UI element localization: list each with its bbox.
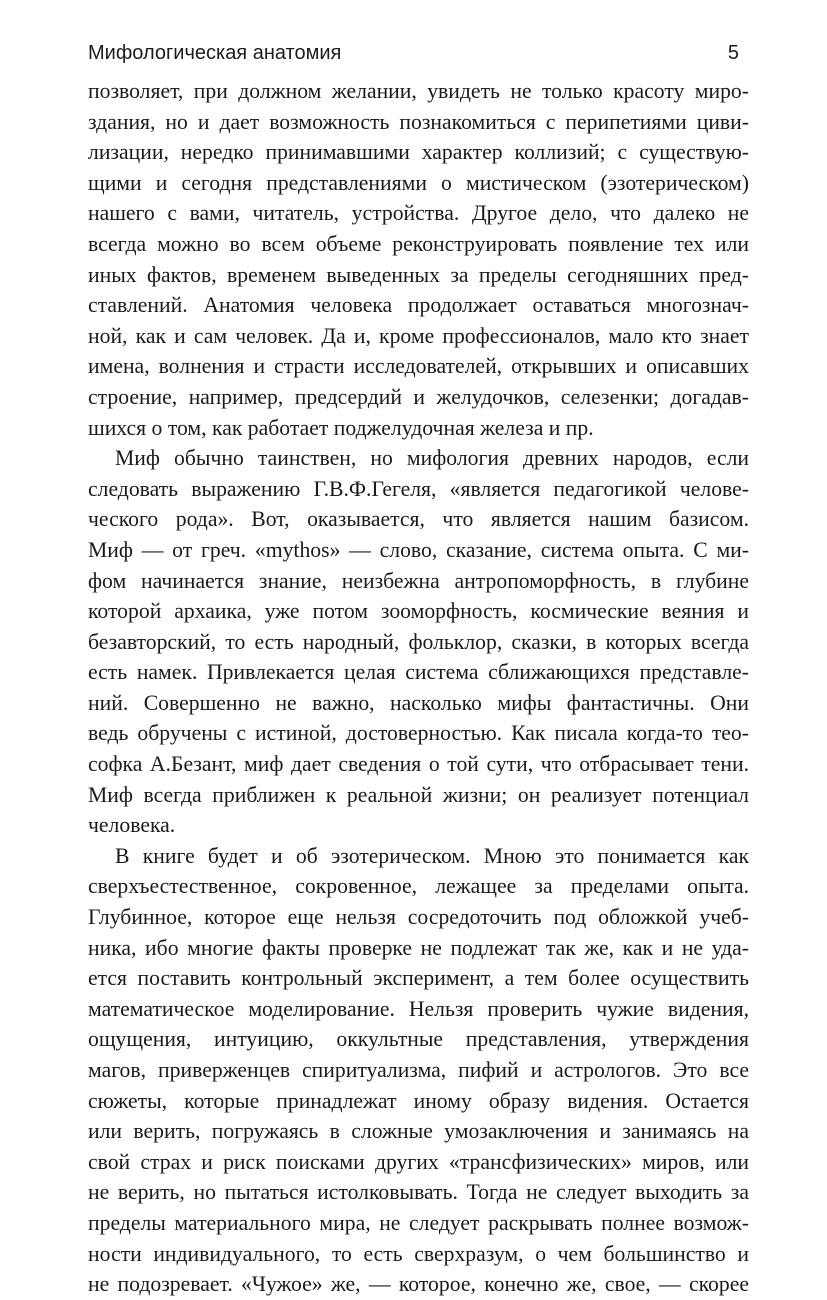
text-line: или верить, погружаясь в сложные умозаключения и занимаясь на bbox=[88, 1119, 749, 1144]
text-line: позволяет, при должном желании, увидеть не только красоту миро- bbox=[88, 79, 749, 103]
text-line: ческого рода». Вот, оказывается, что является нашим базисом. bbox=[88, 507, 749, 532]
text-line: ний. Совершенно не важно, насколько мифы фантастичны. Они bbox=[88, 690, 749, 715]
text-line: щими и сегодня представлениями о мистическом (эзотерическом) bbox=[88, 170, 749, 195]
text-line: математическое моделирование. Нельзя проверить чужие видения, bbox=[88, 996, 749, 1021]
page-number: 5 bbox=[727, 42, 739, 64]
text-line: имена, волнения и страсти исследователей, открывших и описавших bbox=[88, 354, 749, 379]
text-line: ведь обручены с истиной, достоверностью. Как писала когда-то тео- bbox=[88, 721, 749, 746]
paragraph-2 bbox=[88, 443, 749, 841]
text-line: человека. bbox=[88, 813, 176, 838]
text-line: здания, но и дает возможность познакомиться с перипетиями циви- bbox=[88, 109, 749, 134]
text-line: ной, как и сам человек. Да и, кроме профессионалов, мало кто знает bbox=[88, 323, 749, 348]
text-line: свой страх и риск поисками других «трансфизических» миров, или bbox=[88, 1149, 749, 1174]
text-line: лизации, нередко принимавшими характер коллизий; с существую- bbox=[88, 140, 749, 165]
text-line: безавторский, то есть народный, фольклор, сказки, в которых всегда bbox=[88, 629, 749, 654]
text-line: Миф всегда приближен к реальной жизни; он реализует потенциал bbox=[88, 782, 749, 807]
body-text bbox=[88, 76, 749, 1300]
text-line: Миф — от греч. «mythos» — слово, сказание, система опыта. С ми- bbox=[88, 537, 749, 562]
paragraph-1 bbox=[88, 76, 749, 443]
running-title: Мифологическая анатомия bbox=[88, 42, 342, 64]
text-line: не подозревает. «Чужое» же, — которое, конечно же, свое, — скорее bbox=[88, 1272, 749, 1297]
text-line: нашего с вами, читатель, устройства. Другое дело, что далеко не bbox=[88, 201, 749, 226]
text-line: ставлений. Анатомия человека продолжает оставаться многознач- bbox=[88, 293, 749, 318]
text-line: шихся о том, как работает поджелудочная железа и пр. bbox=[88, 415, 594, 440]
text-line: следовать выражению Г.В.Ф.Гегеля, «является педагогикой челове- bbox=[88, 476, 749, 501]
running-header bbox=[88, 38, 739, 68]
paragraph-3 bbox=[88, 841, 749, 1300]
text-line: софка А.Безант, миф дает сведения о той сути, что отбрасывает тени. bbox=[88, 752, 749, 777]
text-line: пределы материального мира, не следует раскрывать полнее возмож- bbox=[88, 1210, 749, 1235]
text-line: ника, ибо многие факты проверке не подлежат так же, как и не уда- bbox=[88, 935, 749, 960]
text-line: В книге будет и об эзотерическом. Мною это понимается как bbox=[115, 843, 749, 868]
text-line: не верить, но пытаться истолковывать. Тогда не следует выходить за bbox=[88, 1180, 749, 1205]
text-line: ности индивидуального, то есть сверхразум, о чем большинство и bbox=[88, 1241, 749, 1266]
text-line: Миф обычно таинствен, но мифология древних народов, если bbox=[115, 446, 749, 471]
text-line: ощущения, интуицию, оккультные представления, утверждения bbox=[88, 1027, 749, 1052]
text-line: иных фактов, временем выведенных за пределы сегодняшних пред- bbox=[88, 262, 749, 287]
text-line: которой архаика, уже потом зооморфность, космические веяния и bbox=[88, 599, 749, 624]
text-line: строение, например, предсердий и желудочков, селезенки; догадав- bbox=[88, 384, 749, 409]
text-line: сюжеты, которые принадлежат иному образу видения. Остается bbox=[88, 1088, 749, 1113]
text-line: магов, приверженцев спиритуализма, пифий и астрологов. Это все bbox=[88, 1058, 749, 1082]
text-line: сверхъестественное, сокровенное, лежащее за пределами опыта. bbox=[88, 874, 749, 899]
text-line: всегда можно во всем объеме реконструировать появление тех или bbox=[88, 231, 749, 256]
text-line: есть намек. Привлекается целая система сближающихся представле- bbox=[88, 660, 749, 685]
text-line: Глубинное, которое еще нельзя сосредоточить под обложкой учеб- bbox=[88, 905, 749, 930]
text-line: фом начинается знание, неизбежна антропоморфность, в глубине bbox=[88, 568, 749, 593]
text-line: ется поставить контрольный эксперимент, а тем более осуществить bbox=[88, 966, 749, 991]
